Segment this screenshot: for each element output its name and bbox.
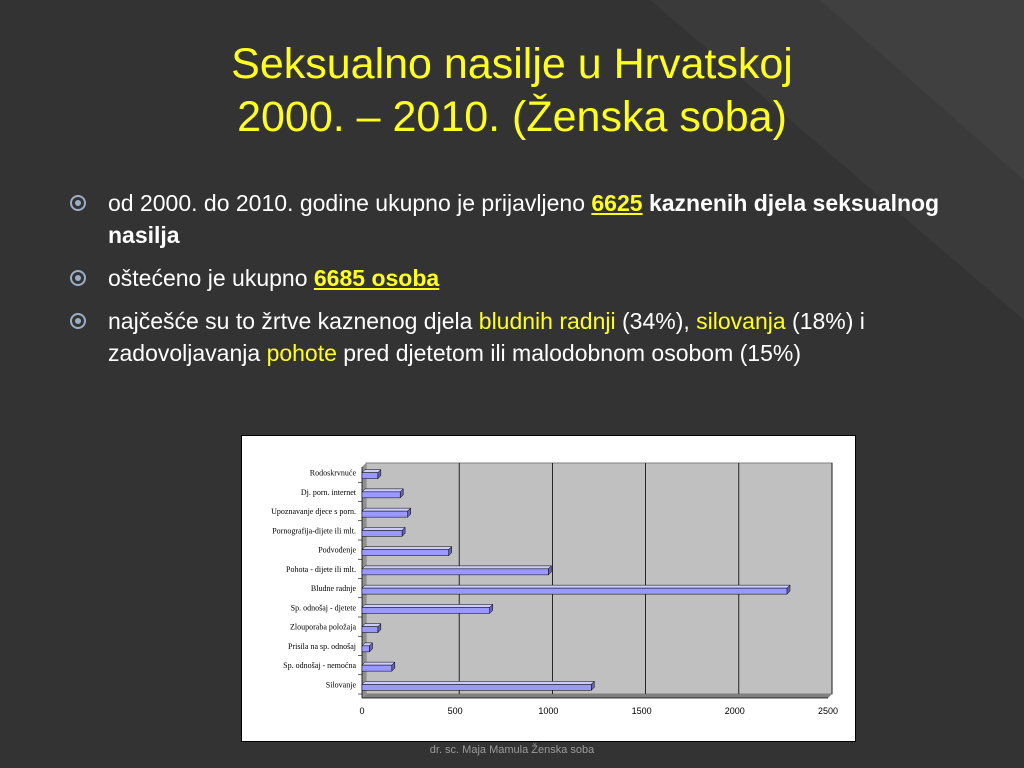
bar-chart: [242, 436, 855, 741]
slide-title: [0, 38, 1024, 144]
bar: [362, 569, 548, 575]
category-label: Dj. porn. internet: [300, 487, 356, 497]
chart-container: [241, 435, 856, 742]
bar: [362, 627, 378, 633]
bar: [362, 530, 402, 536]
footer-text: dr. sc. Maja Mamula Ženska soba: [429, 744, 595, 756]
bar: [362, 665, 392, 671]
category-label: Upoznavanje djece s porn.: [271, 507, 356, 517]
bar-top: [362, 508, 411, 511]
category-label: Pohota - dijete ili mlt.: [286, 564, 356, 574]
bullet-icon: [70, 195, 86, 211]
x-tick-label: 1500: [631, 706, 652, 716]
total-crimes-value: 6625: [591, 190, 643, 216]
category-label: Podvođenje: [318, 545, 356, 555]
category-label: Sp. odnošaj - nemoćna: [283, 661, 356, 671]
plot-floor: [362, 694, 832, 698]
bullet-icon: [70, 270, 86, 286]
bar-top: [362, 681, 594, 684]
bar: [362, 511, 408, 517]
bar-top: [362, 566, 551, 569]
category-label: Prisila na sp. odnošaj: [288, 641, 356, 651]
category-label: Zlouporaba položaja: [290, 622, 356, 632]
bar: [362, 473, 378, 479]
bullet-item: oštećeno je ukupno 6685 osoba: [70, 262, 990, 294]
bar-top: [362, 585, 790, 588]
plot-area: [366, 463, 832, 694]
x-tick-label: 0: [359, 706, 365, 716]
title-line-2: 2000. – 2010. (Ženska soba): [237, 93, 787, 141]
category-label: Bludne radnje: [310, 584, 356, 594]
x-tick-label: 500: [447, 706, 463, 716]
bar-top: [362, 547, 452, 550]
category-label: Silovanje: [325, 680, 356, 690]
bar: [362, 607, 490, 613]
bar-top: [362, 662, 395, 665]
bar: [362, 588, 787, 594]
total-victims-value: 6685 osoba: [313, 265, 440, 291]
bar: [362, 550, 449, 556]
x-tick-label: 2000: [724, 706, 745, 716]
bar: [362, 684, 591, 690]
category-label: Pornografija-dijete ili mlt.: [272, 526, 356, 536]
bar-top: [362, 489, 403, 492]
bar-top: [362, 527, 405, 530]
category-label: Sp. odnošaj - djetete: [290, 603, 356, 613]
bar: [362, 646, 369, 652]
x-tick-label: 1000: [538, 706, 559, 716]
bar: [362, 492, 400, 498]
category-label: Rodoskrvnuće: [309, 468, 356, 478]
title-line-1: Seksualno nasilje u Hrvatskoj: [231, 40, 793, 88]
bullet-icon: [70, 313, 86, 329]
bar-top: [362, 604, 493, 607]
bullet-list: [70, 187, 990, 380]
bullet-item: od 2000. do 2010. godine ukupno je prijavljeno 6625 kaznenih djela seksualnog nasilja: [70, 187, 990, 251]
x-tick-label: 2500: [817, 706, 839, 716]
bullet-item: najčešće su to žrtve kaznenog djela bludnih radnji (34%), silovanja (18%) i zadovoljavanja pohote pred djetetom ili malodobnom osobom (15%): [70, 305, 990, 369]
